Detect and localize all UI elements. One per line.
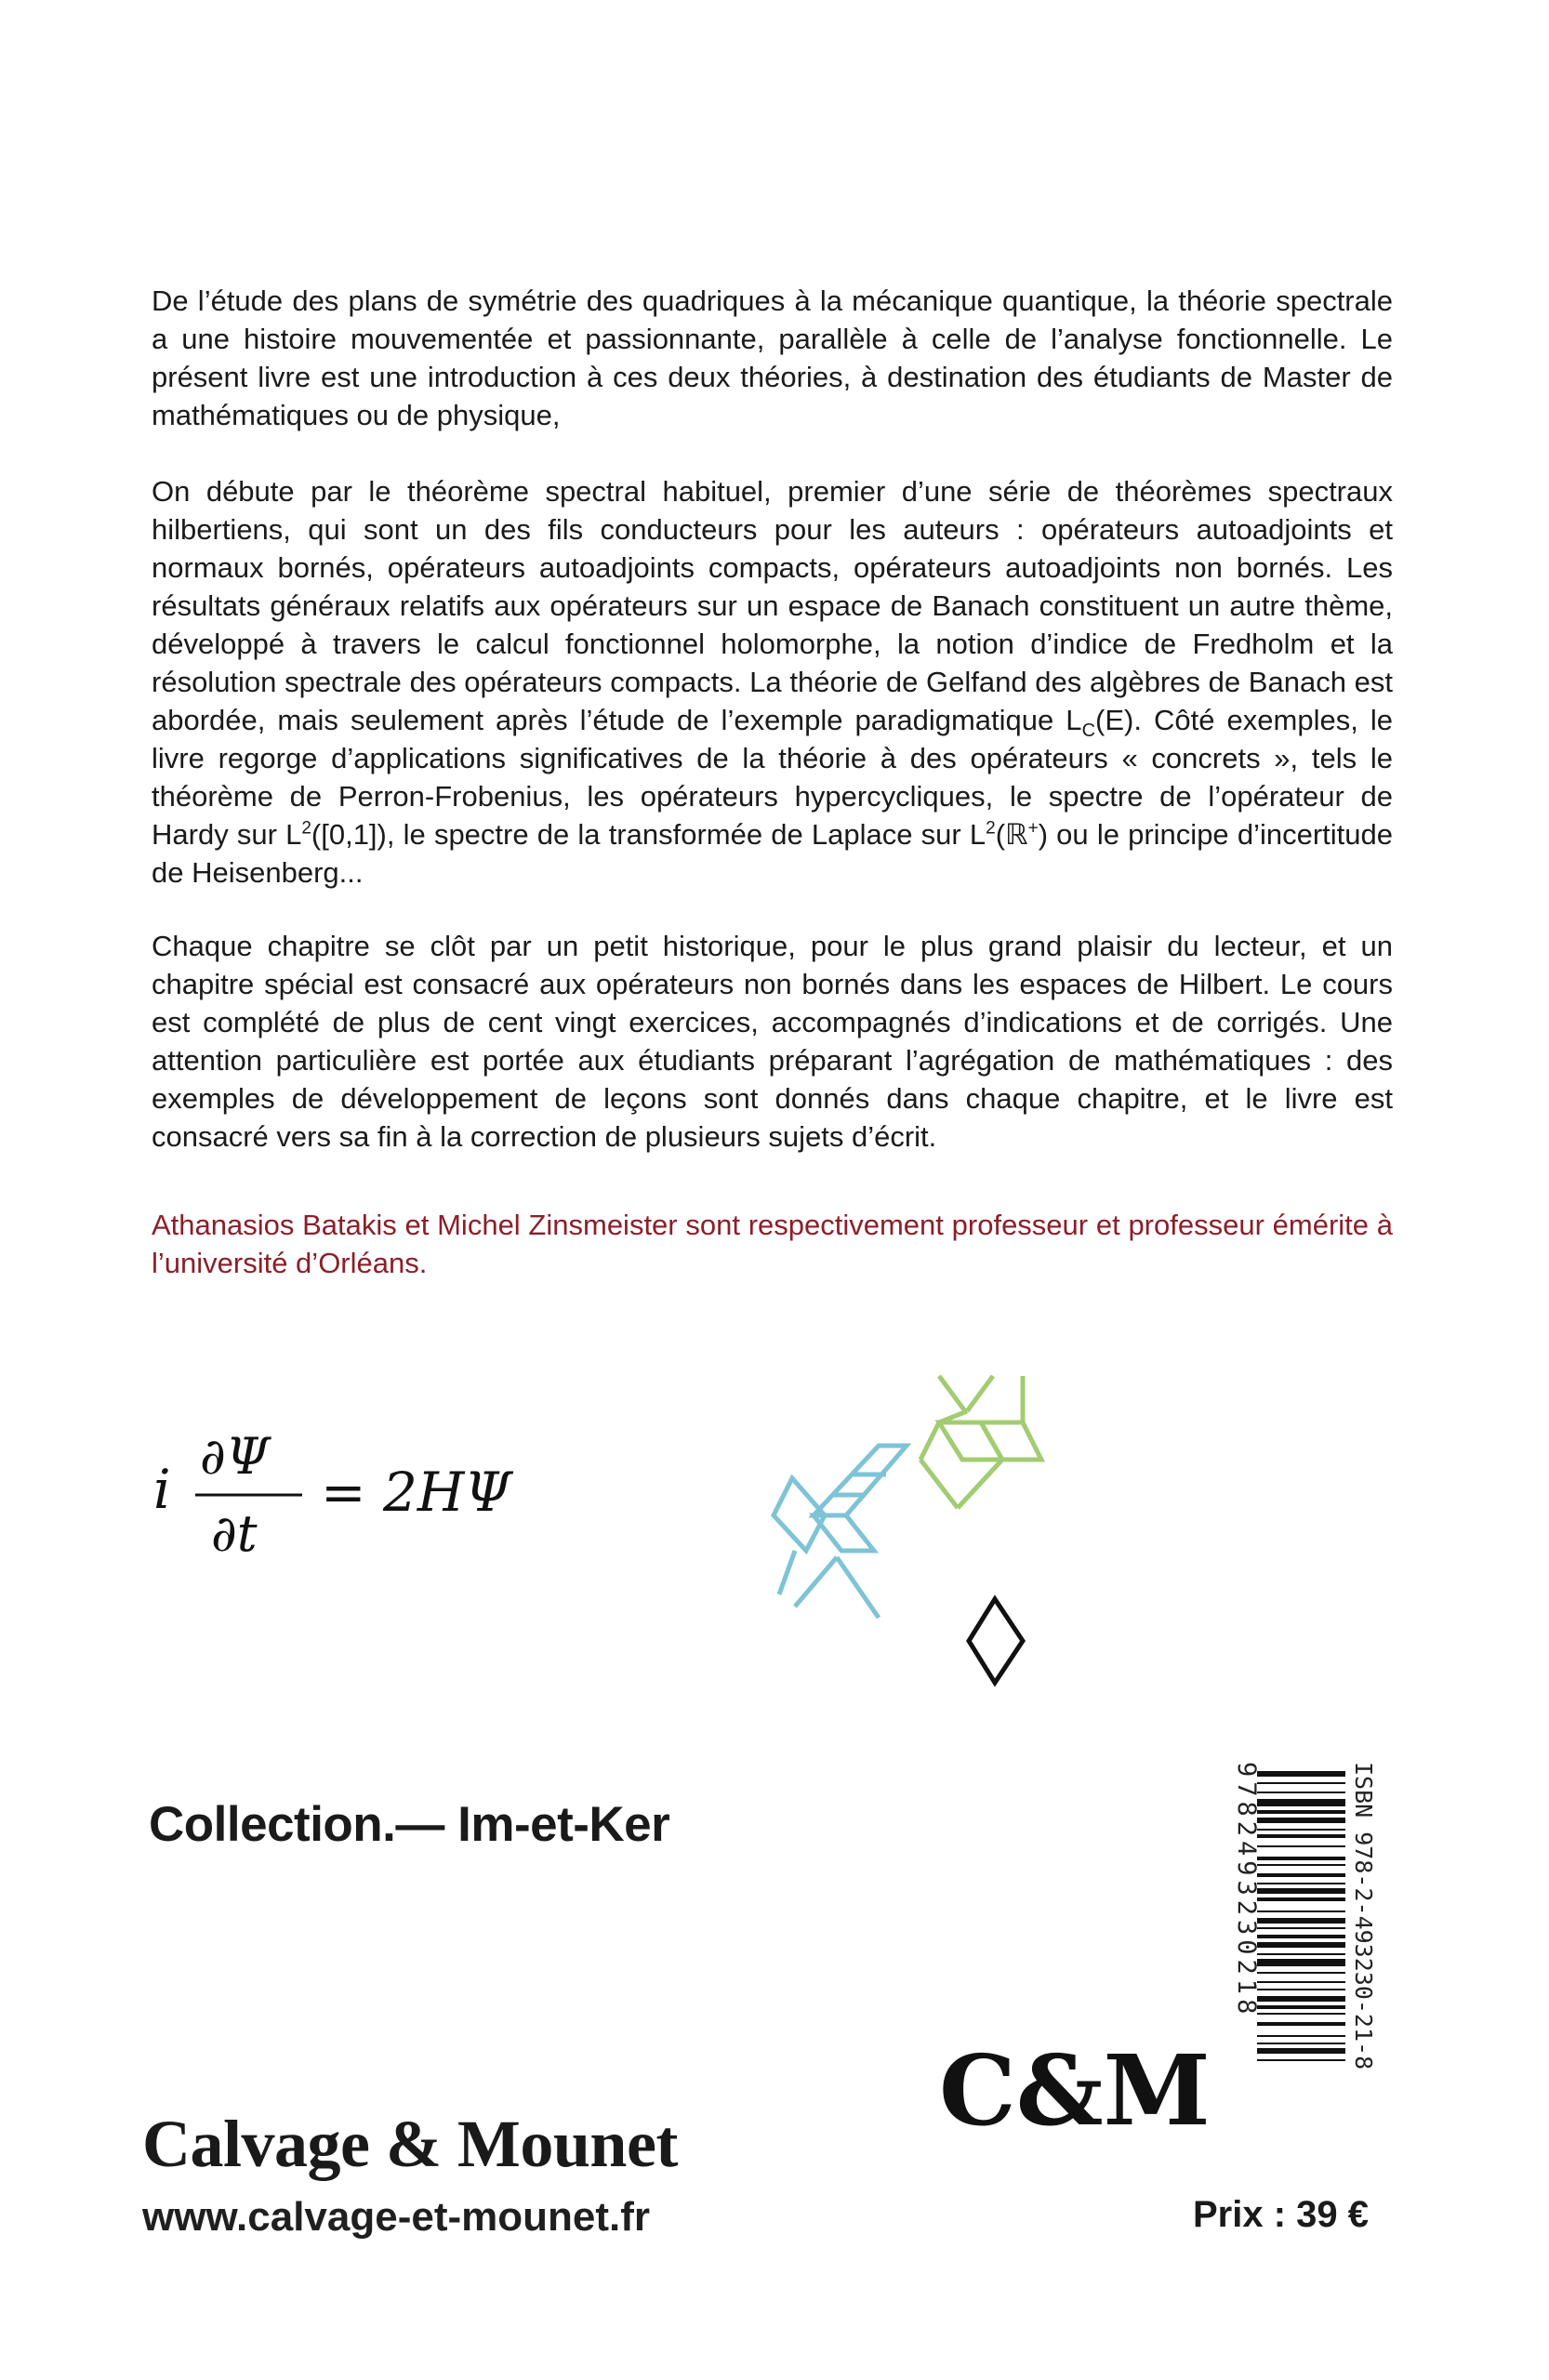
- geometric-cube-illustration: [762, 1367, 1069, 1683]
- barcode-bar: [1257, 1883, 1345, 1884]
- equation-denominator: ∂t: [211, 1504, 258, 1563]
- rplus-superscript: +: [1027, 818, 1039, 839]
- description-paragraph-2: [152, 472, 1393, 892]
- barcode-bar: [1257, 1927, 1345, 1929]
- barcode-bar: [1257, 1864, 1345, 1866]
- lc-subscript: C: [1081, 721, 1096, 742]
- price-label: Prix : 39 €: [1193, 2194, 1370, 2235]
- equation-i: i: [153, 1458, 171, 1521]
- green-cube-shape: [920, 1376, 1041, 1508]
- description-paragraph-2-part-4: (ℝ: [995, 818, 1028, 851]
- barcode-bar: [1257, 2022, 1345, 2026]
- barcode-bar: [1257, 1911, 1345, 1912]
- description-paragraph-2-part-1: On débute par le théorème spectral habituel, premier d’une série de théorèmes spectraux hilbertiens, qui sont un des fils conducteurs pour les auteurs : opérateurs autoadjoints et normaux bornés, opérateurs autoadjoints compacts, opérateurs autoadjoints non bornés. Les résultats généraux relatifs aux opérateurs sur un espace de Banach constituent un autre thème, développé à travers le calcul fonctionnel holomorphe, la notion d’indice de Fredholm et la résolution spectrale des opérateurs compacts. La théorie de Gelfand des algèbres de Banach est abordée, mais seulement après l’étude de l’exemple paradigmatique L: [152, 475, 1393, 736]
- barcode-bar: [1257, 1829, 1345, 1831]
- barcode-bar: [1257, 2043, 1345, 2044]
- description-paragraph-1: [152, 282, 1393, 434]
- cm-publisher-logo: [939, 2031, 1211, 2152]
- barcode-bar: [1257, 1897, 1345, 1901]
- barcode-bar: [1257, 1782, 1345, 1784]
- l2-superscript-1: 2: [301, 818, 311, 839]
- description-paragraph-2-part-5: ) ou le principe d’incertitude de Heisenberg...: [152, 818, 1393, 889]
- barcode-bar: [1257, 1771, 1345, 1777]
- l2-superscript-2: 2: [986, 818, 996, 839]
- barcode-bar: [1257, 1845, 1345, 1847]
- description-paragraph-2-part-2: (E). Côté exemples, le livre regorge d’applications significatives de la théorie à des opérateurs « concrets », tels le théorème de Perron-Frobenius, les opérateurs hypercycliques, le spectre de l’opérateur de Hardy sur L: [152, 704, 1394, 851]
- blue-cube-shape: [774, 1446, 907, 1618]
- barcode-bar: [1257, 2005, 1345, 2009]
- barcode-bar: [1257, 2059, 1345, 2061]
- isbn-barcode: [1218, 1762, 1376, 2152]
- black-diamond-shape: [969, 1599, 1023, 1683]
- barcode-bar: [1257, 2048, 1345, 2054]
- collection-title: Collection.— Im-et-Ker: [149, 1797, 670, 1852]
- barcode-bar: [1257, 1935, 1345, 1938]
- barcode-bar: [1257, 1834, 1345, 1838]
- equation-numerator: ∂Ψ: [200, 1427, 271, 1486]
- authors-note: [152, 1206, 1393, 1282]
- barcode-bar: [1257, 2013, 1345, 2015]
- barcode-bar: [1257, 1989, 1345, 1990]
- barcode-bar: [1257, 1942, 1345, 1948]
- schrodinger-equation: [153, 1422, 553, 1571]
- barcode-bar: [1257, 1972, 1345, 1974]
- publisher-name: Calvage & Mounet: [142, 2107, 678, 2181]
- barcode-bar: [1257, 1959, 1345, 1966]
- barcode-bar: [1257, 1792, 1345, 1793]
- isbn-label: ISBN 978-2-493230-21-8: [1350, 1762, 1377, 2070]
- barcode-bar: [1257, 1857, 1345, 1860]
- isbn-digits: 9782493230218: [1232, 1762, 1261, 2019]
- description-paragraph-1-text: De l’étude des plans de symétrie des quadriques à la mécanique quantique, la théorie spectrale a une histoire mouvementée et passionnante, parallèle à celle de l’analyse fonctionnelle. Le présent livre est une introduction à ces deux théories, à destination des étudiants de Master de mathématiques ou de physique,: [152, 284, 1393, 431]
- authors-note-text: Athanasios Batakis et Michel Zinsmeister sont respectivement professeur et professeur émérite à l’université d’Orléans.: [152, 1209, 1393, 1279]
- barcode-bar: [1257, 1953, 1345, 1955]
- description-paragraph-3-text: Chaque chapitre se clôt par un petit historique, pour le plus grand plaisir du lecteur, et un chapitre spécial est consacré aux opérateurs non bornés dans les espaces de Hilbert. Le cours est complété de plus de cent vingt exercices, accompagnés d’indications et de corrigés. Une attention particulière est portée aux étudiants préparant l’agrégation de mathématiques : des exemples de développement de leçons sont donnés dans chaque chapitre, et le livre est consacré vers sa fin à la correction de plusieurs sujets d’écrit.: [152, 930, 1393, 1153]
- barcode-bar: [1257, 1888, 1345, 1894]
- description-paragraph-3: [152, 927, 1393, 1156]
- logo-text: C&M: [939, 2033, 1211, 2148]
- barcode-bar: [1257, 1981, 1345, 1983]
- publisher-website: www.calvage-et-mounet.fr: [142, 2194, 651, 2240]
- barcode-bar: [1257, 1799, 1345, 1806]
- barcode-bar: [1257, 1873, 1345, 1877]
- description-paragraph-2-part-3: ([0,1]), le spectre de la transformée de Laplace sur L: [311, 818, 986, 851]
- barcode-bar: [1257, 1810, 1345, 1814]
- barcode-bar: [1257, 2035, 1345, 2037]
- barcode-bar: [1257, 1996, 1345, 2002]
- barcode-bar: [1257, 1818, 1345, 1823]
- barcode-bar: [1257, 1918, 1345, 1924]
- equation-rhs: = 2HΨ: [321, 1461, 512, 1524]
- barcode-bars: [1257, 1771, 1345, 2061]
